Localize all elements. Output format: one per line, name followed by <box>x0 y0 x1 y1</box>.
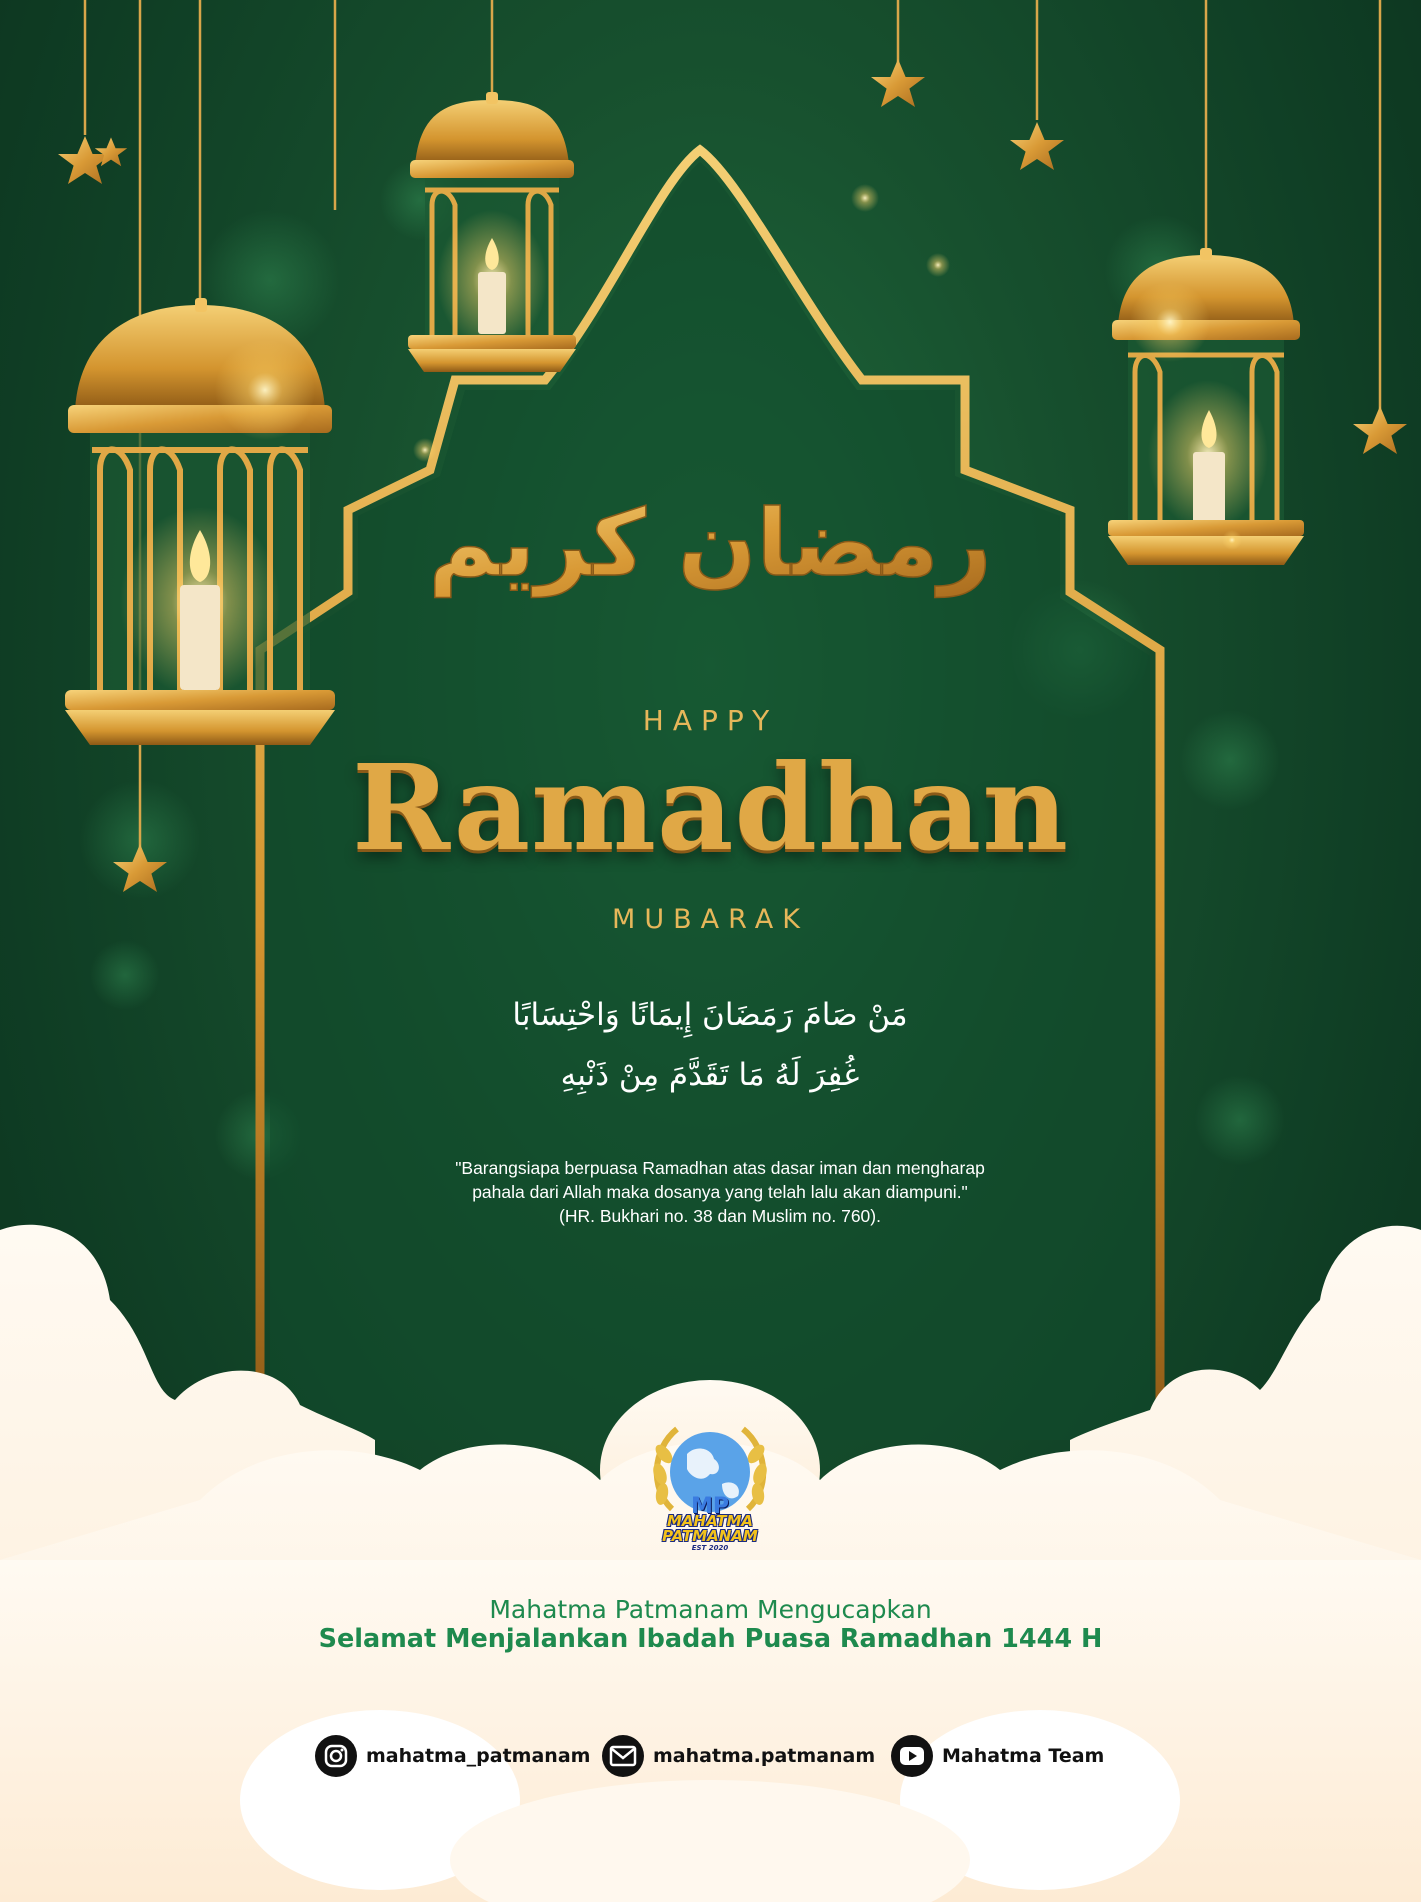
happy-text: HAPPY <box>642 704 779 737</box>
logo-initials: MP <box>690 1494 730 1519</box>
email-icon <box>602 1735 644 1777</box>
mahatma-patmanam-logo <box>642 1414 778 1550</box>
hadith-source: (HR. Bukhari no. 38 dan Muslim no. 760). <box>559 1206 881 1226</box>
email-handle: mahatma.patmanam <box>653 1745 876 1767</box>
lantern-center-icon <box>408 92 576 372</box>
social-instagram[interactable] <box>315 1734 590 1778</box>
arabic-verse-line: مَنْ صَامَ رَمَضَانَ إِيمَانًا وَاحْتِسَابًا <box>512 997 908 1033</box>
hadith-translation <box>390 1156 1050 1228</box>
logo-name-line1: MAHATMA <box>666 1512 754 1530</box>
star-icon <box>1353 406 1407 454</box>
greeting-line1: Mahatma Patmanam Mengucapkan <box>489 1595 932 1624</box>
hadith-line: pahala dari Allah maka dosanya yang telah lalu akan diampuni." <box>472 1182 968 1202</box>
logo-name-line2: PATMANAM <box>662 1527 758 1545</box>
youtube-icon <box>891 1735 933 1777</box>
lantern-left-icon <box>65 298 335 745</box>
star-icon <box>1010 122 1064 170</box>
arabic-verse-line: غُفِرَ لَهُ مَا تَقَدَّمَ مِنْ ذَنْبِهِ <box>560 1057 860 1093</box>
social-links <box>0 1734 1421 1778</box>
greeting-line2: Selamat Menjalankan Ibadah Puasa Ramadhan 1444 H <box>318 1624 1103 1654</box>
mubarak-text: MUBARAK <box>612 904 809 935</box>
ramadan-kareem-calligraphy: رمضان كريم <box>428 490 992 597</box>
instagram-handle: mahatma_patmanam <box>366 1745 591 1767</box>
star-icon <box>871 59 925 107</box>
youtube-channel: Mahatma Team <box>942 1745 1105 1767</box>
logo-est: EST 2020 <box>691 1544 729 1552</box>
hadith-line: "Barangsiapa berpuasa Ramadhan atas dasar iman dan mengharap <box>455 1158 985 1178</box>
arabic-verse <box>380 985 1040 1105</box>
instagram-icon <box>315 1735 357 1777</box>
lantern-right-icon <box>1108 248 1304 565</box>
social-email[interactable] <box>602 1734 875 1778</box>
ramadhan-title: Ramadhan <box>351 738 1070 877</box>
social-youtube[interactable] <box>891 1734 1104 1778</box>
